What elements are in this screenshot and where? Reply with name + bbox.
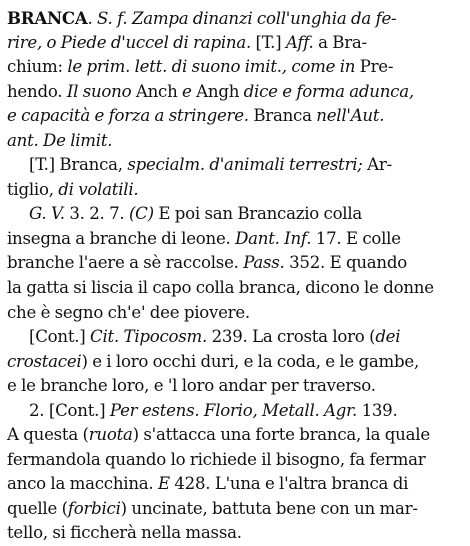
entry-text: 17. E colle	[311, 228, 401, 248]
entry-text: [T.] Branca,	[29, 155, 128, 175]
italic-text: dei	[375, 327, 401, 347]
italic-text: crostacei	[7, 351, 82, 371]
entry-text: e le branche loro, e 'l loro andar per traverso.	[7, 376, 376, 396]
entry-text: fermandola quando lo richiede il bisogno, fa fermar	[7, 449, 426, 469]
entry-text: branche l'aere a sè raccolse.	[7, 253, 244, 273]
entry-text: 3. 2. 7.	[64, 204, 129, 224]
entry-line	[7, 276, 465, 301]
entry-text: [Cont.]	[29, 327, 91, 347]
entry-line	[7, 80, 465, 105]
entry-text: ) s'attacca una forte branca, la quale	[132, 425, 430, 445]
entry-text: Anch	[131, 81, 183, 101]
italic-text: Per estens. Florio, Metall. Agr.	[109, 400, 358, 420]
entry-line	[7, 31, 465, 56]
headword: BRANCA	[7, 8, 88, 28]
entry-line	[7, 301, 465, 326]
italic-text: ant. De limit.	[7, 130, 113, 150]
entry-text: tiglio,	[7, 179, 59, 199]
entry-line	[7, 129, 465, 154]
entry-line	[7, 497, 465, 522]
entry-line	[7, 104, 465, 129]
italic-text: di volatili.	[58, 179, 139, 199]
entry-line	[7, 399, 465, 424]
italic-text: Pass.	[243, 253, 285, 273]
entry-line	[7, 227, 465, 252]
entry-text: che è segno ch'e' dee piovere.	[7, 302, 250, 322]
italic-text: dice e forma adunca,	[243, 81, 414, 101]
entry-line	[7, 374, 465, 399]
entry-text: la gatta si liscia il capo colla branca, dicono le donne	[7, 278, 434, 298]
entry-text: anco la macchina.	[7, 474, 158, 494]
entry-line	[7, 423, 465, 448]
italic-text: e capacità e forza a stringere.	[7, 106, 249, 126]
entry-text: 352. E quando	[284, 253, 407, 273]
entry-line	[7, 251, 465, 276]
entry-text: [T.]	[251, 32, 286, 52]
entry-text: quelle (	[7, 498, 68, 518]
italic-text: (C)	[128, 204, 154, 224]
entry-line	[7, 153, 465, 178]
italic-text: ruota	[88, 425, 133, 445]
entry-text: A questa (	[7, 425, 89, 445]
italic-text: forbici	[67, 498, 121, 518]
entry-text: E poi san Brancazio colla	[153, 204, 363, 224]
italic-text: rire, o Piede d'uccel di rapina.	[7, 32, 251, 52]
italic-text: E	[157, 474, 170, 494]
entry-text: ) uncinate, battuta bene con un mar-	[120, 498, 418, 518]
entry-text: chium:	[7, 57, 68, 77]
entry-text: hendo.	[7, 81, 67, 101]
italic-text: Il suono	[66, 81, 132, 101]
entry-text: ) e i loro occhi duri, e la coda, e le gambe,	[81, 351, 419, 371]
entry-text: Pre-	[355, 57, 394, 77]
italic-text: Dant. Inf.	[235, 228, 312, 248]
entry-text: 2. [Cont.]	[29, 400, 110, 420]
italic-text: le prim. lett. di suono imit., come in	[67, 57, 356, 77]
italic-text: nell'Aut.	[316, 106, 385, 126]
entry-text: tello, si ficcherà nella massa.	[7, 523, 242, 543]
entry-text: .	[87, 9, 98, 28]
entry-text: Ar-	[362, 155, 392, 175]
italic-text: Aff.	[285, 32, 314, 52]
italic-text: G. V.	[29, 204, 65, 224]
entry-text: 239. La crosta loro (	[207, 327, 376, 347]
entry-text: 139.	[357, 400, 398, 420]
dictionary-entry	[7, 6, 465, 546]
entry-line	[7, 521, 465, 546]
entry-line	[7, 350, 465, 375]
italic-text: specialm. d'animali terrestri;	[127, 155, 363, 175]
entry-line	[7, 472, 465, 497]
entry-line	[7, 448, 465, 473]
entry-text: Angh	[191, 81, 244, 101]
entry-text: 428. L'una e l'altra branca di	[169, 474, 409, 494]
entry-text: insegna a branche di leone.	[7, 228, 236, 248]
italic-text: e	[182, 81, 192, 101]
entry-line	[7, 325, 465, 350]
entry-line	[7, 178, 465, 203]
entry-line	[7, 202, 465, 227]
italic-text: S. f. Zampa dinanzi coll'unghia da fe-	[97, 9, 397, 28]
entry-line	[7, 55, 465, 80]
italic-text: Cit. Tipocosm.	[90, 327, 208, 347]
entry-line	[7, 6, 465, 31]
entry-text: Branca	[248, 106, 317, 126]
entry-text: a Bra-	[313, 32, 367, 52]
